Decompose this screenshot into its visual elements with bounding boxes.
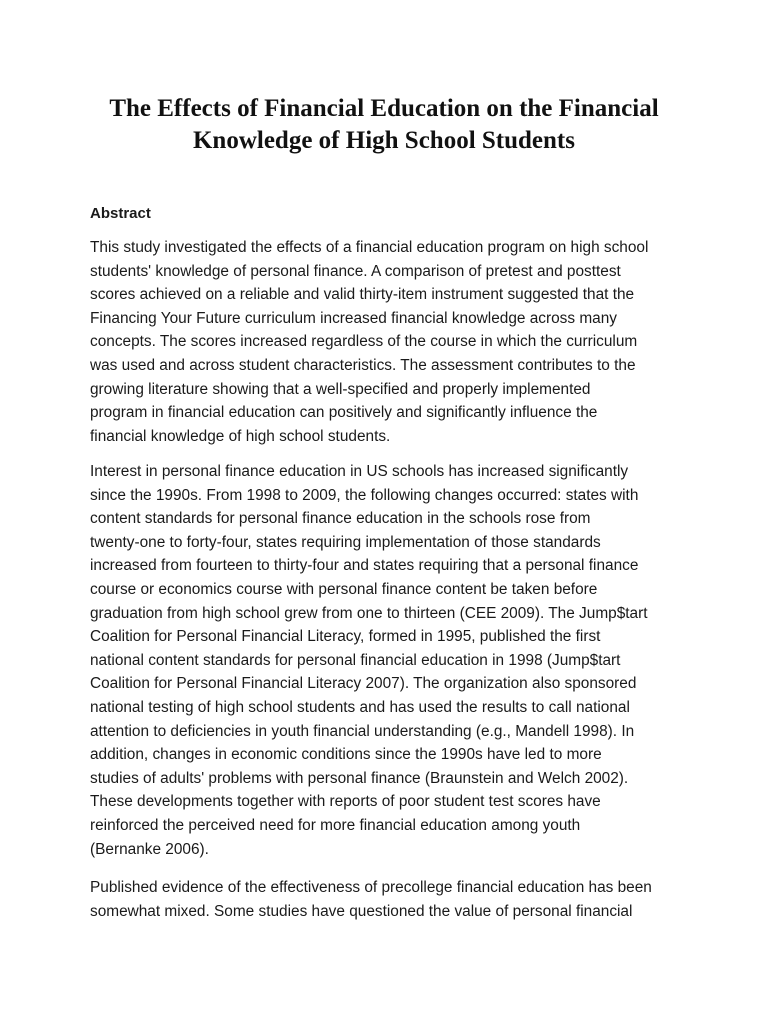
text-line: growing literature showing that a well-specified and properly implemented — [90, 380, 591, 398]
paper-title — [60, 93, 708, 157]
text-line: national testing of high school students and has used the results to call national — [90, 698, 630, 716]
text-line: Financing Your Future curriculum increased financial knowledge across many — [90, 309, 617, 327]
text-line: increased from fourteen to thirty-four and states requiring that a personal finance — [90, 557, 639, 575]
body-paragraph — [90, 876, 690, 923]
text-line: national content standards for personal financial education in 1998 (Jump$tart — [90, 651, 621, 669]
text-line: addition, changes in economic conditions since the 1990s have led to more — [90, 746, 602, 764]
text-line: reinforced the perceived need for more financial education among youth — [90, 816, 581, 834]
text-line: Interest in personal finance education in US schools has increased significantly — [90, 463, 629, 480]
abstract-paragraph — [90, 236, 690, 448]
text-line: This study investigated the effects of a financial education program on high school — [90, 239, 649, 256]
text-line: course or economics course with personal finance content be taken before — [90, 580, 598, 598]
text-line: studies of adults' problems with personal finance (Braunstein and Welch 2002). — [90, 769, 629, 787]
text-line: financial knowledge of high school students. — [90, 427, 391, 445]
text-line: attention to deficiencies in youth financial understanding (e.g., Mandell 1998). In — [90, 722, 635, 740]
text-line: Coalition for Personal Financial Literacy 2007). The organization also sponsored — [90, 675, 637, 693]
text-line: since the 1990s. From 1998 to 2009, the following changes occurred: states with — [90, 486, 639, 504]
text-line: content standards for personal finance education in the schools rose from — [90, 510, 591, 528]
text-line: somewhat mixed. Some studies have questioned the value of personal financial — [90, 902, 633, 920]
text-line: Published evidence of the effectiveness of precollege financial education has been — [90, 879, 652, 896]
text-line: was used and across student characteristics. The assessment contributes to the — [90, 356, 636, 374]
text-line: twenty-one to forty-four, states requiring implementation of those standards — [90, 533, 601, 551]
body-paragraph — [90, 460, 690, 861]
text-line: (Bernanke 2006). — [90, 840, 209, 858]
text-line: These developments together with reports of poor student test scores have — [90, 793, 601, 811]
text-line: students' knowledge of personal finance. A comparison of pretest and posttest — [90, 262, 621, 280]
abstract-heading: Abstract — [90, 205, 151, 222]
text-line: concepts. The scores increased regardless of the course in which the curriculum — [90, 333, 638, 351]
paper-title-line: Knowledge of High School Students — [192, 127, 575, 154]
text-line: program in financial education can positively and significantly influence the — [90, 404, 598, 422]
text-line: Coalition for Personal Financial Literacy, formed in 1995, published the first — [90, 628, 601, 646]
text-line: graduation from high school grew from one to thirteen (CEE 2009). The Jump$tart — [90, 604, 648, 622]
paper-title-line: The Effects of Financial Education on the Financial — [109, 95, 659, 122]
text-line: scores achieved on a reliable and valid thirty-item instrument suggested that the — [90, 286, 635, 304]
